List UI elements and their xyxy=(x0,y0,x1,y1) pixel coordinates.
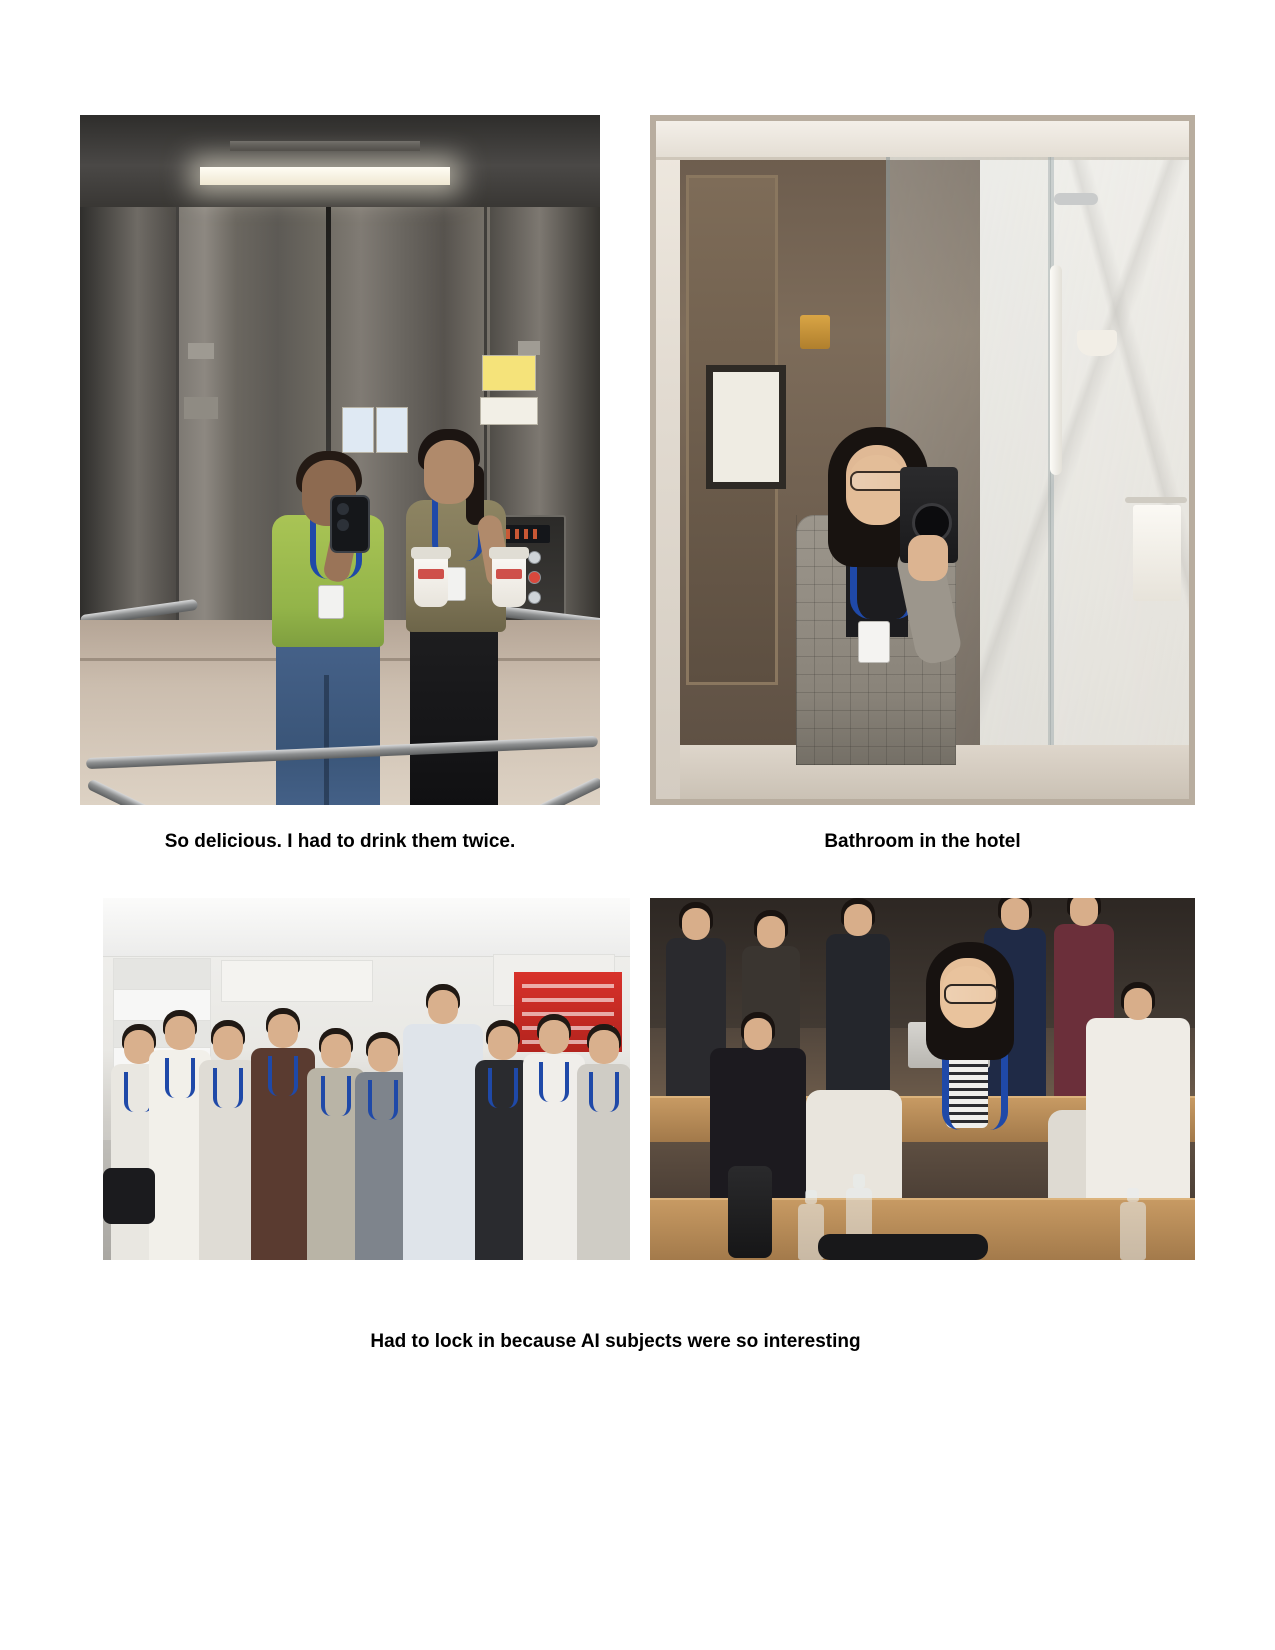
lanyard xyxy=(268,1056,298,1096)
badge xyxy=(858,621,890,663)
coffee-cup xyxy=(414,555,448,607)
store-ceiling xyxy=(103,898,630,957)
store-display xyxy=(221,960,373,1002)
photo-caption-1: So delicious. I had to drink them twice. xyxy=(164,831,516,852)
person-right-head xyxy=(424,440,474,504)
person-head xyxy=(682,908,710,940)
lanyard xyxy=(589,1072,619,1112)
person-head xyxy=(744,1018,772,1050)
ceiling-fixture xyxy=(230,141,420,151)
shower-glass-panel xyxy=(1048,157,1195,755)
person xyxy=(577,1064,630,1260)
lanyard xyxy=(488,1068,518,1108)
door-seam-left xyxy=(176,207,179,625)
conference-scene xyxy=(650,898,1195,1260)
towel xyxy=(1133,505,1181,601)
person-head xyxy=(589,1030,619,1064)
microphone xyxy=(818,1234,988,1260)
person-head xyxy=(428,990,458,1024)
photo-store-group xyxy=(103,898,630,1260)
ceiling xyxy=(650,115,1195,160)
elevator-notice-sticker xyxy=(482,355,536,391)
rain-shower-head xyxy=(1054,193,1098,205)
store-scene xyxy=(103,898,630,1260)
person-head xyxy=(539,1020,569,1054)
framed-picture xyxy=(706,365,786,489)
elevator-ceiling xyxy=(80,115,600,207)
bathroom-scene xyxy=(650,115,1195,805)
person-head xyxy=(165,1016,195,1050)
person-head xyxy=(757,916,785,948)
elevator-safety-sticker xyxy=(342,407,374,453)
tumbler xyxy=(728,1166,772,1258)
towel-bar xyxy=(1125,497,1187,503)
drinking-glass xyxy=(1120,1202,1146,1260)
photo-hotel-bathroom xyxy=(650,115,1195,805)
lanyard xyxy=(539,1062,569,1102)
photo-conference-session xyxy=(650,898,1195,1260)
wall-sconce xyxy=(1077,330,1117,356)
person-head xyxy=(321,1034,351,1068)
person-head xyxy=(268,1014,298,1048)
person xyxy=(826,934,890,1098)
photo-caption-3: Had to lock in because AI subjects were so interesting xyxy=(370,1331,861,1352)
wall-vent xyxy=(518,341,540,355)
person-head xyxy=(488,1026,518,1060)
lanyard xyxy=(321,1076,351,1116)
person-hand xyxy=(908,535,948,581)
person-left-jeans xyxy=(276,635,380,805)
smartphone xyxy=(330,495,370,553)
person-right-trousers xyxy=(410,620,498,805)
store-shelf-row xyxy=(113,958,211,990)
person xyxy=(523,1054,585,1260)
lanyard xyxy=(165,1058,195,1098)
elevator-button[interactable] xyxy=(528,591,541,604)
person-head xyxy=(368,1038,398,1072)
person-head xyxy=(1124,988,1152,1020)
person-presenter xyxy=(403,1024,483,1260)
lanyard xyxy=(213,1068,243,1108)
wall-lamp xyxy=(800,315,830,349)
person xyxy=(199,1060,257,1260)
person xyxy=(251,1048,315,1260)
person-head xyxy=(1001,898,1029,930)
lanyard xyxy=(368,1080,398,1120)
eyeglasses xyxy=(944,984,998,1004)
shower-light-bar xyxy=(1050,265,1062,475)
person-head xyxy=(1070,898,1098,926)
elevator-alarm-button[interactable] xyxy=(528,571,541,584)
elevator-button[interactable] xyxy=(528,551,541,564)
wall-panel xyxy=(184,397,218,419)
badge xyxy=(318,585,344,619)
handbag xyxy=(103,1168,155,1224)
ceiling-light xyxy=(200,167,450,185)
wall-vent xyxy=(188,343,214,359)
elevator-notice-sticker xyxy=(480,397,538,425)
photo-caption-2: Bathroom in the hotel xyxy=(824,831,1021,852)
elevator-safety-sticker xyxy=(376,407,408,453)
person-head xyxy=(213,1026,243,1060)
person-head xyxy=(844,904,872,936)
elevator-scene xyxy=(80,115,600,805)
coffee-cup xyxy=(492,555,526,607)
photo-elevator-selfie xyxy=(80,115,600,805)
